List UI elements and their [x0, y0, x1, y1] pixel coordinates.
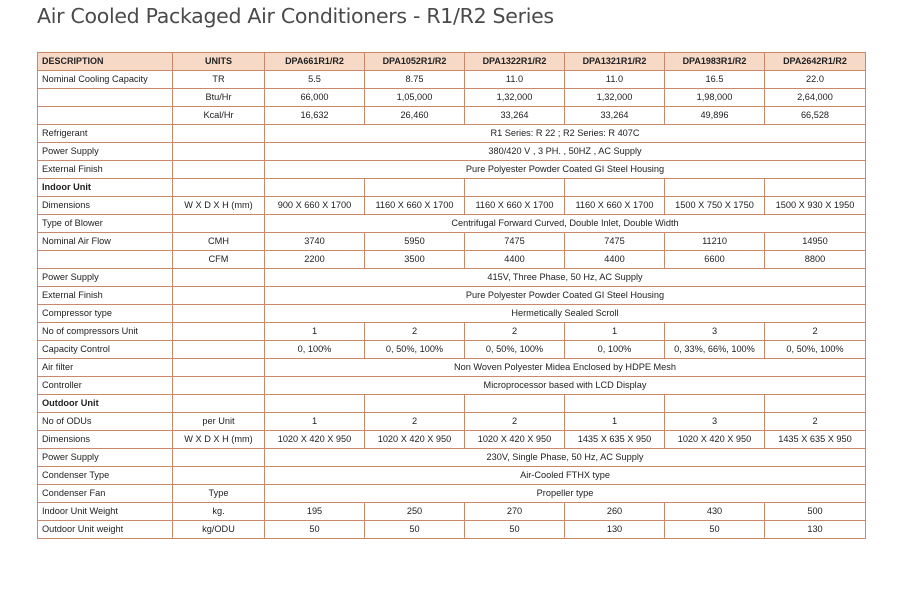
- cell-value: 260: [565, 503, 665, 521]
- cell-value: 1500 X 750 X 1750: [665, 197, 765, 215]
- row-description: Dimensions: [38, 197, 173, 215]
- cell-value: 11.0: [465, 71, 565, 89]
- cell-value: 14950: [765, 233, 866, 251]
- row-unit: W X D X H (mm): [173, 431, 265, 449]
- table-row: [38, 377, 866, 395]
- table-row: [38, 125, 866, 143]
- row-common-value: Pure Polyester Powder Coated GI Steel Housing: [265, 287, 866, 305]
- table-row: [38, 341, 866, 359]
- row-description: No of compressors Unit: [38, 323, 173, 341]
- cell-value: 2,64,000: [765, 89, 866, 107]
- cell-value: 1020 X 420 X 950: [265, 431, 365, 449]
- row-unit: [173, 125, 265, 143]
- page-title: Air Cooled Packaged Air Conditioners - R1/R2 Series: [37, 4, 554, 28]
- cell-value: 1500 X 930 X 1950: [765, 197, 866, 215]
- cell-value: [465, 179, 565, 197]
- row-unit: [173, 305, 265, 323]
- row-unit: per Unit: [173, 413, 265, 431]
- row-description: [38, 107, 173, 125]
- row-description: Condenser Type: [38, 467, 173, 485]
- table-row: [38, 269, 866, 287]
- cell-value: 1020 X 420 X 950: [365, 431, 465, 449]
- cell-value: 0, 50%, 100%: [365, 341, 465, 359]
- cell-value: 1: [265, 413, 365, 431]
- cell-value: 2200: [265, 251, 365, 269]
- row-description: [38, 89, 173, 107]
- cell-value: 3740: [265, 233, 365, 251]
- cell-value: 50: [365, 521, 465, 539]
- cell-value: 33,264: [565, 107, 665, 125]
- cell-value: 1,32,000: [465, 89, 565, 107]
- cell-value: 1435 X 635 X 950: [765, 431, 866, 449]
- table-row: [38, 449, 866, 467]
- cell-value: 11210: [665, 233, 765, 251]
- table-row: [38, 413, 866, 431]
- row-common-value: Non Woven Polyester Midea Enclosed by HDPE Mesh: [265, 359, 866, 377]
- cell-value: 1,05,000: [365, 89, 465, 107]
- row-common-value: R1 Series: R 22 ; R2 Series: R 407C: [265, 125, 866, 143]
- table-row: [38, 467, 866, 485]
- row-common-value: Propeller type: [265, 485, 866, 503]
- cell-value: 500: [765, 503, 866, 521]
- header-model: DPA1052R1/R2: [365, 53, 465, 71]
- table-row: [38, 161, 866, 179]
- table-row: [38, 305, 866, 323]
- row-description: Refrigerant: [38, 125, 173, 143]
- row-common-value: 380/420 V , 3 PH. , 50HZ , AC Supply: [265, 143, 866, 161]
- cell-value: 430: [665, 503, 765, 521]
- row-description: Nominal Cooling Capacity: [38, 71, 173, 89]
- row-description: Outdoor Unit weight: [38, 521, 173, 539]
- table-row: [38, 233, 866, 251]
- row-unit: [173, 359, 265, 377]
- cell-value: [365, 179, 465, 197]
- cell-value: 0, 100%: [565, 341, 665, 359]
- header-row: [38, 53, 866, 71]
- cell-value: 7475: [565, 233, 665, 251]
- cell-value: 49,896: [665, 107, 765, 125]
- row-unit: [173, 269, 265, 287]
- table-row: [38, 71, 866, 89]
- row-unit: CFM: [173, 251, 265, 269]
- cell-value: 3: [665, 413, 765, 431]
- row-description: Condenser Fan: [38, 485, 173, 503]
- row-unit: kg.: [173, 503, 265, 521]
- cell-value: 66,528: [765, 107, 866, 125]
- row-unit: [173, 215, 265, 233]
- row-description: [38, 251, 173, 269]
- row-unit: [173, 161, 265, 179]
- cell-value: [665, 179, 765, 197]
- cell-value: 0, 50%, 100%: [765, 341, 866, 359]
- cell-value: 11.0: [565, 71, 665, 89]
- cell-value: [365, 395, 465, 413]
- cell-value: 1020 X 420 X 950: [465, 431, 565, 449]
- cell-value: [565, 179, 665, 197]
- table-row: [38, 215, 866, 233]
- header-model: DPA1322R1/R2: [465, 53, 565, 71]
- row-unit: [173, 179, 265, 197]
- table-row: [38, 431, 866, 449]
- row-description: Nominal Air Flow: [38, 233, 173, 251]
- cell-value: 900 X 660 X 1700: [265, 197, 365, 215]
- header-model: DPA1321R1/R2: [565, 53, 665, 71]
- table-row: [38, 485, 866, 503]
- cell-value: 1160 X 660 X 1700: [365, 197, 465, 215]
- row-unit: [173, 143, 265, 161]
- row-unit: Btu/Hr: [173, 89, 265, 107]
- row-description: No of ODUs: [38, 413, 173, 431]
- row-description: Capacity Control: [38, 341, 173, 359]
- cell-value: 2: [365, 413, 465, 431]
- row-description: External Finish: [38, 287, 173, 305]
- cell-value: 8800: [765, 251, 866, 269]
- row-unit: [173, 341, 265, 359]
- section-heading: Indoor Unit: [38, 179, 173, 197]
- cell-value: 4400: [565, 251, 665, 269]
- cell-value: 50: [465, 521, 565, 539]
- cell-value: [765, 395, 866, 413]
- row-description: Air filter: [38, 359, 173, 377]
- cell-value: 50: [265, 521, 365, 539]
- header-units: UNITS: [173, 53, 265, 71]
- cell-value: 250: [365, 503, 465, 521]
- row-unit: W X D X H (mm): [173, 197, 265, 215]
- cell-value: 195: [265, 503, 365, 521]
- cell-value: 270: [465, 503, 565, 521]
- section-heading: Outdoor Unit: [38, 395, 173, 413]
- cell-value: [265, 395, 365, 413]
- cell-value: 3: [665, 323, 765, 341]
- cell-value: 1: [565, 413, 665, 431]
- cell-value: [565, 395, 665, 413]
- cell-value: 5950: [365, 233, 465, 251]
- row-common-value: Centrifugal Forward Curved, Double Inlet, Double Width: [265, 215, 866, 233]
- cell-value: 2: [365, 323, 465, 341]
- table-row: [38, 143, 866, 161]
- table-row: [38, 197, 866, 215]
- cell-value: 5.5: [265, 71, 365, 89]
- row-description: Type of Blower: [38, 215, 173, 233]
- table-body: [38, 71, 866, 539]
- cell-value: 1160 X 660 X 1700: [565, 197, 665, 215]
- row-common-value: Hermetically Sealed Scroll: [265, 305, 866, 323]
- row-common-value: Microprocessor based with LCD Display: [265, 377, 866, 395]
- row-description: Compressor type: [38, 305, 173, 323]
- cell-value: [665, 395, 765, 413]
- cell-value: 1435 X 635 X 950: [565, 431, 665, 449]
- cell-value: [265, 179, 365, 197]
- cell-value: 1: [565, 323, 665, 341]
- cell-value: 1: [265, 323, 365, 341]
- row-description: Power Supply: [38, 143, 173, 161]
- row-description: Power Supply: [38, 269, 173, 287]
- cell-value: 0, 33%, 66%, 100%: [665, 341, 765, 359]
- header-model: DPA2642R1/R2: [765, 53, 866, 71]
- row-description: External Finish: [38, 161, 173, 179]
- row-description: Power Supply: [38, 449, 173, 467]
- cell-value: 26,460: [365, 107, 465, 125]
- row-unit: Type: [173, 485, 265, 503]
- cell-value: 16.5: [665, 71, 765, 89]
- row-unit: [173, 467, 265, 485]
- row-common-value: Air-Cooled FTHX type: [265, 467, 866, 485]
- row-unit: [173, 287, 265, 305]
- cell-value: 1,98,000: [665, 89, 765, 107]
- section-row: [38, 179, 866, 197]
- row-unit: CMH: [173, 233, 265, 251]
- table-row: [38, 287, 866, 305]
- cell-value: 8.75: [365, 71, 465, 89]
- row-description: Controller: [38, 377, 173, 395]
- cell-value: 0, 100%: [265, 341, 365, 359]
- row-unit: [173, 377, 265, 395]
- cell-value: 3500: [365, 251, 465, 269]
- cell-value: 130: [765, 521, 866, 539]
- header-model: DPA661R1/R2: [265, 53, 365, 71]
- cell-value: 4400: [465, 251, 565, 269]
- section-row: [38, 395, 866, 413]
- table-header: [38, 53, 866, 71]
- cell-value: 2: [765, 323, 866, 341]
- cell-value: 6600: [665, 251, 765, 269]
- cell-value: [765, 179, 866, 197]
- row-unit: TR: [173, 71, 265, 89]
- cell-value: 2: [465, 323, 565, 341]
- row-common-value: 415V, Three Phase, 50 Hz, AC Supply: [265, 269, 866, 287]
- row-common-value: Pure Polyester Powder Coated GI Steel Housing: [265, 161, 866, 179]
- cell-value: 1,32,000: [565, 89, 665, 107]
- header-model: DPA1983R1/R2: [665, 53, 765, 71]
- cell-value: 1160 X 660 X 1700: [465, 197, 565, 215]
- cell-value: 0, 50%, 100%: [465, 341, 565, 359]
- cell-value: 130: [565, 521, 665, 539]
- cell-value: 50: [665, 521, 765, 539]
- cell-value: 1020 X 420 X 950: [665, 431, 765, 449]
- cell-value: 33,264: [465, 107, 565, 125]
- row-description: Indoor Unit Weight: [38, 503, 173, 521]
- table-row: [38, 359, 866, 377]
- table-row: [38, 503, 866, 521]
- row-unit: [173, 323, 265, 341]
- row-unit: Kcal/Hr: [173, 107, 265, 125]
- cell-value: 22.0: [765, 71, 866, 89]
- table-row: [38, 107, 866, 125]
- table-row: [38, 251, 866, 269]
- row-unit: kg/ODU: [173, 521, 265, 539]
- cell-value: [465, 395, 565, 413]
- header-description: DESCRIPTION: [38, 53, 173, 71]
- cell-value: 16,632: [265, 107, 365, 125]
- table-row: [38, 89, 866, 107]
- spec-table: [37, 52, 866, 539]
- row-common-value: 230V, Single Phase, 50 Hz, AC Supply: [265, 449, 866, 467]
- table-row: [38, 323, 866, 341]
- cell-value: 7475: [465, 233, 565, 251]
- cell-value: 66,000: [265, 89, 365, 107]
- cell-value: 2: [765, 413, 866, 431]
- row-unit: [173, 449, 265, 467]
- row-description: Dimensions: [38, 431, 173, 449]
- table-row: [38, 521, 866, 539]
- cell-value: 2: [465, 413, 565, 431]
- row-unit: [173, 395, 265, 413]
